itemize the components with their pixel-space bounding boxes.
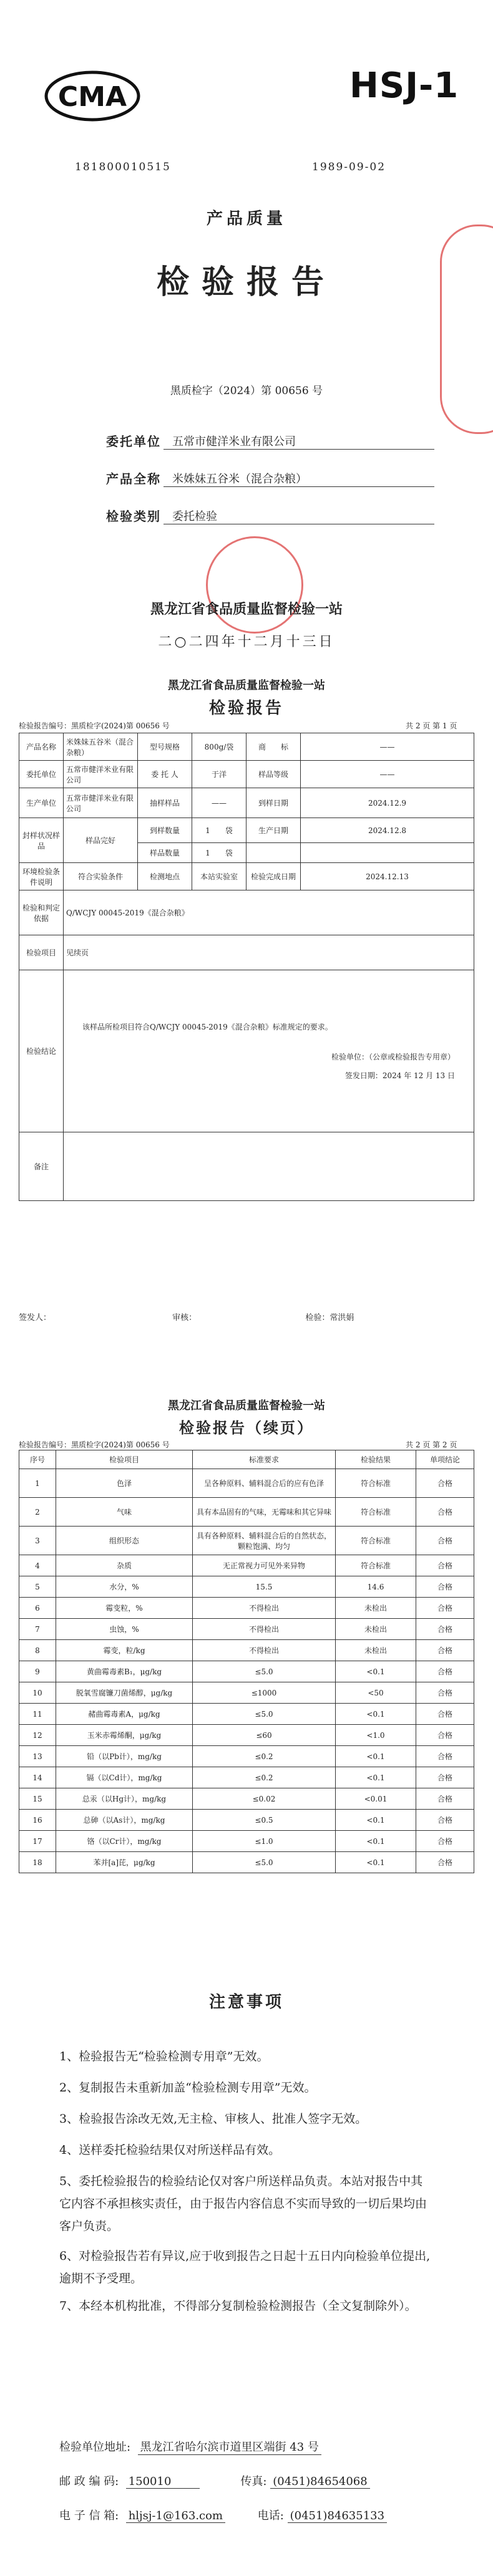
cell-verdict: 合格 <box>416 1704 474 1725</box>
basic-info-table: 产品名称 米姝妹五谷米（混合杂粮） 型号规格 800g/袋 商 标 —— 委托单位 五常市健洋米业有限公司 委 托 人 于洋 样品等级 —— 生产单位 五常市健洋米业有限公司 抽样样品 —— 到样日期 2024.12.9 封样状况样品 样品完好 到样数量 1 袋 生产日期 2024.12.8 样品数量 1 袋 环境检验条件说明 符合实验条件 检测地点 本站实验室 检验完成日期 2024.12.13 检验和判定依据 Q/WCJY 00045-2019《混合杂粮》 检验项目 见续页 检验结论 该样品所检项目符合Q/WCJY 00045-2019《混合杂粮》标准规定的要求。 检验单位：（公章或检验报告专用章） 签发日期：2024 年 12 月 13 日 备注 <box>19 733 474 1201</box>
cell-result: 未检出 <box>336 1640 416 1661</box>
note-item: 4、送样委托检验结果仅对所送样品有效。 <box>59 2143 281 2157</box>
note-item: 3、检验报告涂改无效,无主检、审核人、批准人签字无效。 <box>59 2112 368 2126</box>
cell-req: ≤1.0 <box>193 1831 336 1852</box>
cell-verdict: 合格 <box>416 1619 474 1640</box>
table-row <box>19 1576 474 1598</box>
cell-item: 总汞（以Hg计），mg/kg <box>56 1788 193 1810</box>
cell-result: <0.1 <box>336 1704 416 1725</box>
cell-verdict: 合格 <box>416 1682 474 1704</box>
cell-n: 5 <box>19 1576 56 1598</box>
cell-verdict: 合格 <box>416 1810 474 1831</box>
page3-title: 检验报告（续页） <box>179 1419 314 1437</box>
cell-n: 10 <box>19 1682 56 1704</box>
field-test-type: 检验类别 委托检验 <box>106 506 434 524</box>
table-row <box>19 1555 474 1576</box>
cell-result: <0.1 <box>336 1810 416 1831</box>
cell-item: 苯并[a]芘，μg/kg <box>56 1852 193 1873</box>
hsj-logo: HSJ-1 <box>349 65 459 106</box>
cell-n: 7 <box>19 1619 56 1640</box>
cell-n: 8 <box>19 1640 56 1661</box>
table-row <box>19 1619 474 1640</box>
cell-n: 4 <box>19 1555 56 1576</box>
cell-req: 具有本品固有的气味，无霉味和其它异味 <box>193 1498 336 1527</box>
cell-n: 1 <box>19 1469 56 1498</box>
cell-n: 12 <box>19 1725 56 1746</box>
cell-result: <0.1 <box>336 1831 416 1852</box>
cell-verdict: 合格 <box>416 1527 474 1555</box>
cell-req: ≤0.2 <box>193 1746 336 1767</box>
cell-item: 水分，% <box>56 1576 193 1598</box>
cover-report-number: 黑质检字（2024）第 00656 号 <box>170 385 323 397</box>
cell-req: ≤5.0 <box>193 1704 336 1725</box>
cell-n: 3 <box>19 1527 56 1555</box>
note-item: 7、本经本机构批准，不得部分复制检验检测报告（全文复制除外）。 <box>59 2299 417 2313</box>
cert-date: 1989-09-02 <box>312 161 386 173</box>
cell-verdict: 合格 <box>416 1555 474 1576</box>
table-row <box>19 1767 474 1788</box>
cell-result: <50 <box>336 1682 416 1704</box>
table-row <box>19 1598 474 1619</box>
svg-text:CMA: CMA <box>57 81 127 113</box>
cell-n: 6 <box>19 1598 56 1619</box>
cell-req: 具有各种原料、辅料混合后的自然状态，颗粒饱满、均匀 <box>193 1527 336 1555</box>
field-client: 委托单位 五常市健洋米业有限公司 <box>106 432 434 450</box>
cell-item: 杂质 <box>56 1555 193 1576</box>
table-row <box>19 1831 474 1852</box>
cell-verdict: 合格 <box>416 1788 474 1810</box>
page3-org: 黑龙江省食品质量监督检验一站 <box>168 1399 325 1412</box>
page2-report-number: 检验报告编号：黑质检字(2024)第 00656 号 <box>19 721 170 730</box>
signature-row: 签发人： 审核： 检验：常洪娟 <box>19 1313 354 1323</box>
cell-n: 18 <box>19 1852 56 1873</box>
cell-result: <0.1 <box>336 1661 416 1682</box>
cell-req: ≤0.02 <box>193 1788 336 1810</box>
cell-req: 不得检出 <box>193 1619 336 1640</box>
cell-item: 霉变，粒/kg <box>56 1640 193 1661</box>
cell-req: ≤60 <box>193 1725 336 1746</box>
cell-n: 16 <box>19 1810 56 1831</box>
cell-item: 霉变粒，% <box>56 1598 193 1619</box>
note-item: 6、对检验报告若有异议,应于收到报告之日起十五日内向检验单位提出,逾期不予受理。 <box>59 2249 431 2285</box>
cell-item: 铬（以Cr计），mg/kg <box>56 1831 193 1852</box>
table-row <box>19 1469 474 1498</box>
table-row <box>19 1682 474 1704</box>
cma-logo <box>42 69 142 123</box>
field-product-name: 产品全称 米姝妹五谷米（混合杂粮） <box>106 469 434 487</box>
cell-item: 总砷（以As计），mg/kg <box>56 1810 193 1831</box>
cell-result: <0.01 <box>336 1788 416 1810</box>
cell-req: 不得检出 <box>193 1598 336 1619</box>
product-quality-heading: 产品质量 <box>206 210 286 228</box>
cell-result: 符合标准 <box>336 1527 416 1555</box>
cell-verdict: 合格 <box>416 1661 474 1682</box>
table-row <box>19 1852 474 1873</box>
cell-item: 脱氧雪腐镰刀菌烯醇，μg/kg <box>56 1682 193 1704</box>
cell-req: 15.5 <box>193 1576 336 1598</box>
cell-req: ≤0.2 <box>193 1767 336 1788</box>
cell-result: 未检出 <box>336 1598 416 1619</box>
table-row <box>19 1810 474 1831</box>
note-item: 5、委托检验报告的检验结论仅对客户所送样品负责。本站对报告中其它内容不承担核实责任，由于报告内容信息不实而导致的一切后果均由客户负责。 <box>59 2174 427 2233</box>
table-row <box>19 1640 474 1661</box>
notes-title: 注意事项 <box>208 1993 284 2012</box>
cover-title: 检验报告 <box>156 263 336 301</box>
page2-page-info: 共 2 页 第 1 页 <box>406 721 457 730</box>
cell-n: 17 <box>19 1831 56 1852</box>
page2-org: 黑龙江省食品质量监督检验一站 <box>168 679 325 692</box>
cert-number: 181800010515 <box>75 161 171 173</box>
cell-item: 组织形态 <box>56 1527 193 1555</box>
address-row: 检验单位地址: 黑龙江省哈尔滨市道里区端街 43 号 <box>59 2438 321 2455</box>
cell-n: 9 <box>19 1661 56 1682</box>
cell-n: 2 <box>19 1498 56 1527</box>
conclusion-cell: 该样品所检项目符合Q/WCJY 00045-2019《混合杂粮》标准规定的要求。 检验单位：（公章或检验报告专用章） 签发日期：2024 年 12 月 13 日 <box>64 970 474 1132</box>
table-row <box>19 1661 474 1682</box>
cell-verdict: 合格 <box>416 1469 474 1498</box>
table-row <box>19 1527 474 1555</box>
cell-req: ≤0.5 <box>193 1810 336 1831</box>
cell-n: 15 <box>19 1788 56 1810</box>
cell-req: 呈各种原料、辅料混合后的应有色泽 <box>193 1469 336 1498</box>
email-row: 电 子 信 箱: hljsj-1@163.com 电话: (0451)84635133 <box>59 2507 387 2523</box>
cell-result: <0.1 <box>336 1767 416 1788</box>
cell-item: 赭曲霉毒素A，μg/kg <box>56 1704 193 1725</box>
cell-verdict: 合格 <box>416 1725 474 1746</box>
cell-req: ≤1000 <box>193 1682 336 1704</box>
cell-req: ≤5.0 <box>193 1661 336 1682</box>
cell-result: 符合标准 <box>336 1469 416 1498</box>
cell-result: 14.6 <box>336 1576 416 1598</box>
cell-verdict: 合格 <box>416 1498 474 1527</box>
cell-verdict: 合格 <box>416 1640 474 1661</box>
cell-verdict: 合格 <box>416 1746 474 1767</box>
cell-verdict: 合格 <box>416 1576 474 1598</box>
cell-item: 玉米赤霉烯酮，μg/kg <box>56 1725 193 1746</box>
page2-title: 检验报告 <box>208 699 284 718</box>
cell-n: 14 <box>19 1767 56 1788</box>
cell-item: 气味 <box>56 1498 193 1527</box>
cell-item: 铅（以Pb计），mg/kg <box>56 1746 193 1767</box>
cell-verdict: 合格 <box>416 1598 474 1619</box>
table-row <box>19 1725 474 1746</box>
cell-req: 不得检出 <box>193 1640 336 1661</box>
cell-result: <0.1 <box>336 1852 416 1873</box>
table-row <box>19 1746 474 1767</box>
cell-item: 黄曲霉毒素B₁，μg/kg <box>56 1661 193 1682</box>
cell-verdict: 合格 <box>416 1852 474 1873</box>
official-seal <box>206 536 303 634</box>
cell-verdict: 合格 <box>416 1831 474 1852</box>
cell-n: 11 <box>19 1704 56 1725</box>
note-item: 2、复制报告未重新加盖“检验检测专用章”无效。 <box>59 2081 316 2095</box>
cell-result: 符合标准 <box>336 1555 416 1576</box>
cell-result: 未检出 <box>336 1619 416 1640</box>
table-row <box>19 1788 474 1810</box>
cell-verdict: 合格 <box>416 1767 474 1788</box>
cell-n: 13 <box>19 1746 56 1767</box>
cell-item: 镉（以Cd计），mg/kg <box>56 1767 193 1788</box>
cover-org: 黑龙江省食品质量监督检验一站 <box>150 601 343 617</box>
cell-req: ≤5.0 <box>193 1852 336 1873</box>
cell-item: 色泽 <box>56 1469 193 1498</box>
table-row <box>19 1704 474 1725</box>
cover-date: 二○二四年十二月十三日 <box>158 634 335 650</box>
cell-item: 虫蚀，% <box>56 1619 193 1640</box>
postcode-row: 邮 政 编 码: 150010 传真: (0451)84654068 <box>59 2472 370 2489</box>
cell-result: 符合标准 <box>336 1498 416 1527</box>
side-seal <box>440 224 493 434</box>
cell-req: 无正常视力可见外来异物 <box>193 1555 336 1576</box>
cell-result: <1.0 <box>336 1725 416 1746</box>
note-item: 1、检验报告无“检验检测专用章”无效。 <box>59 2050 269 2063</box>
cell-result: <0.1 <box>336 1746 416 1767</box>
page3-report-number: 检验报告编号：黑质检字(2024)第 00656 号 <box>19 1440 170 1449</box>
table-row <box>19 1498 474 1527</box>
results-table: 序号 检验项目 标准要求 检验结果 单项结论 1 色泽 呈各种原料、辅料混合后的应有色泽 符合标准 合格 2 气味 具有本品固有的气味，无霉味和其它异味 符合标准 合格 3 组织形态 具有各种原料、辅料混合后的自然状态，颗粒饱满、均匀 符合标准 合格 4 杂质 无正常视力可见外来异物 符合标准 合格 5 水分，% 15.5 14.6 合格 6 霉变粒，% 不得检出 未检出 合格 7 虫蚀，% 不得检出 未检出 合格 8 霉变，粒/kg 不得检出 未检出 合格 9 黄曲霉毒素B₁，μg/kg ≤5.0 <0.1 合格 10 脱氧雪腐镰刀菌烯醇，μg/kg ≤1000 <50 合格 11 赭曲霉毒素A，μg/kg ≤5.0 <0.1 合格 12 玉米赤霉烯酮，μg/kg ≤60 <1.0 合格 13 铅（以Pb计），mg/kg ≤0.2 <0.1 合格 14 镉（以Cd计），mg/kg ≤0.2 <0.1 合格 15 总汞（以Hg计），mg/kg ≤0.02 <0.01 合格 16 总砷（以As计），mg/kg ≤0.5 <0.1 合格 17 铬（以Cr计），mg/kg ≤1.0 <0.1 合格 18 苯并[a]芘，μg/kg ≤5.0 <0.1 合格 <box>19 1450 474 1873</box>
page3-page-info: 共 2 页 第 2 页 <box>406 1440 457 1449</box>
